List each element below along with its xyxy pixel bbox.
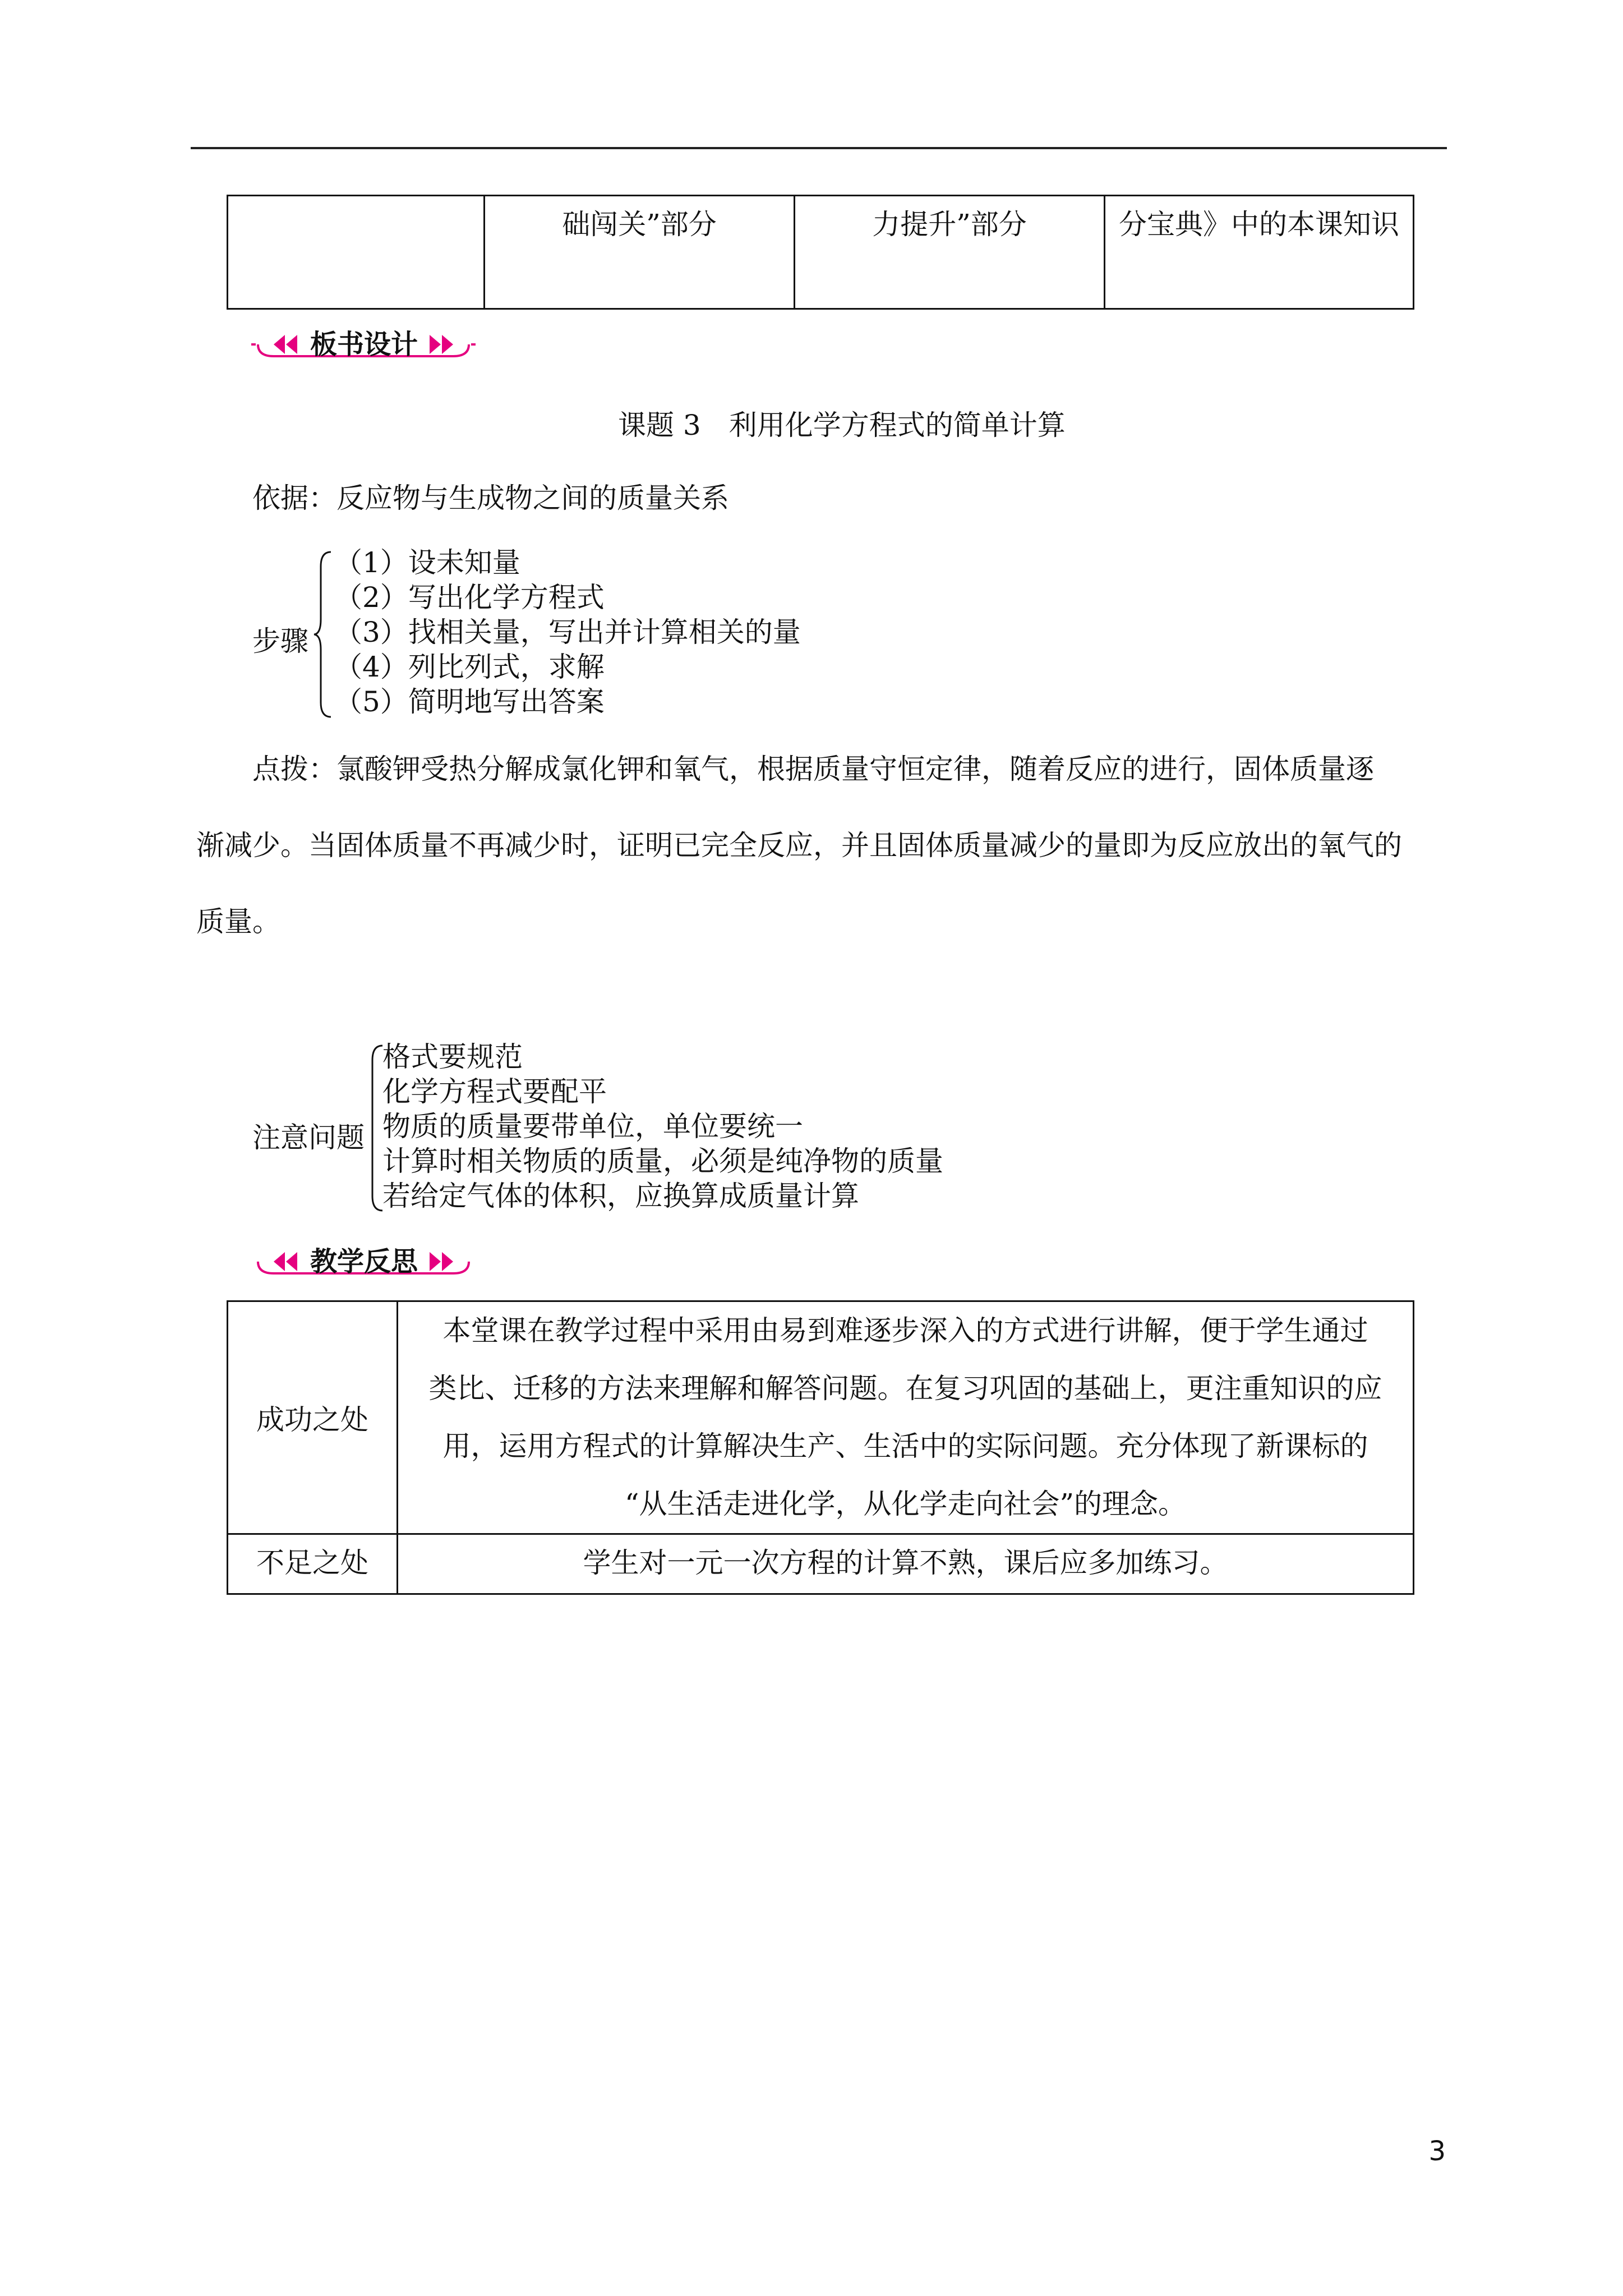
notes-label: 注意问题: [252, 1121, 365, 1154]
list-item: （3）找相关量，写出并计算相关的量: [334, 616, 801, 648]
table-cell: 础闯关”部分: [485, 196, 795, 309]
reflection-table: [227, 1300, 1414, 1595]
content-line: 用，运用方程式的计算解决生产、生活中的实际问题。充分体现了新课标的: [442, 1430, 1368, 1462]
basis-text: 依据：反应物与生成物之间的质量关系: [252, 482, 729, 514]
list-item: 格式要规范: [382, 1041, 523, 1073]
content-line: “从生活走进化学，从化学走向社会”的理念。: [624, 1488, 1187, 1520]
paragraph-line: 质量。: [196, 905, 280, 938]
list-item: 物质的质量要带单位，单位要统一: [382, 1110, 803, 1143]
row-content-success: [398, 1301, 1414, 1534]
section-badge-reflection: [251, 1244, 476, 1279]
content-line: 学生对一元一次方程的计算不熟，课后应多加练习。: [583, 1547, 1228, 1579]
steps-label: 步骤: [252, 625, 308, 657]
page-number: 3: [1428, 2136, 1446, 2167]
content-line: 本堂课在教学过程中采用由易到难逐步深入的方式进行讲解，便于学生通过: [442, 1314, 1368, 1347]
table-cell: 力提升”部分: [795, 196, 1105, 309]
list-item: （2）写出化学方程式: [334, 581, 605, 614]
section-badge-board-design: [251, 327, 476, 362]
badge-label: 板书设计: [310, 329, 418, 360]
lesson-title: 课题 3 利用化学方程式的简单计算: [618, 409, 1066, 441]
table-cell-text: 分宝典》中的本课知识: [1119, 208, 1399, 241]
tip-paragraph: [196, 731, 1447, 960]
steps-list: [334, 545, 801, 719]
notes-list: [382, 1039, 943, 1213]
table-row: [228, 1301, 1414, 1534]
table-cell: [1105, 196, 1414, 309]
paragraph-line: 渐减少。当固体质量不再减少时，证明已完全反应，并且固体质量减少的量即为反应放出的氧气的: [196, 829, 1402, 862]
list-item: 若给定气体的体积，应换算成质量计算: [382, 1180, 859, 1212]
table-row: [228, 1534, 1414, 1594]
resource-table: [227, 195, 1414, 310]
row-label-shortcoming: 不足之处: [228, 1534, 398, 1594]
list-item: （5）简明地写出答案: [334, 685, 605, 718]
list-item: （1）设未知量: [334, 546, 520, 579]
list-item: 化学方程式要配平: [382, 1075, 607, 1108]
row-label-success: 成功之处: [228, 1301, 398, 1534]
list-item: 计算时相关物质的质量，必须是纯净物的质量: [382, 1145, 943, 1177]
header-rule: [191, 147, 1447, 149]
content-line: 类比、迁移的方法来理解和解答问题。在复习巩固的基础上，更注重知识的应: [428, 1372, 1382, 1405]
row-content-shortcoming: [398, 1534, 1414, 1594]
list-item: （4）列比列式，求解: [334, 651, 605, 683]
table-cell: [228, 196, 485, 309]
left-brace-icon: [312, 550, 334, 719]
paragraph-line: 点拨：氯酸钾受热分解成氯化钾和氧气，根据质量守恒定律，随着反应的进行，固体质量逐: [252, 753, 1374, 785]
badge-label: 教学反思: [310, 1246, 418, 1277]
